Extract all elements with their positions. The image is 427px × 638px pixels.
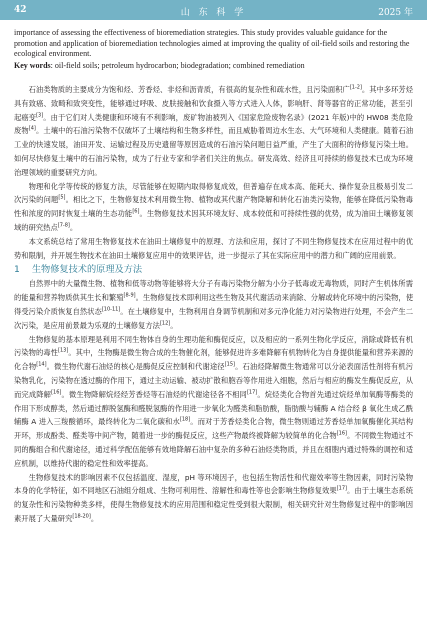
- text-span: 。其中，生物酶是微生物合成的生物催化剂，能够促进许多难降解有机物转化为自身提供能量和营养来源的化合物: [14, 348, 414, 372]
- text-span: 。其中多环芳烃具有致癌、致畸和致突变性，能够通过呼吸、皮肤接触和饮食摄入等方式进入人体，影响肝、肾等器官的正常功能，甚至引起癌变: [14, 85, 414, 122]
- citation[interactable]: [15]: [224, 361, 235, 368]
- intro-paragraph-1: [14, 83, 413, 180]
- text-span: 。: [90, 513, 99, 523]
- citation[interactable]: [7-8]: [57, 222, 70, 229]
- text-span: 生物修复技术的影响因素不仅包括温度、湿度，pH 等环境因子，也包括生物活性和代谢效率等生物因素，同时污染物本身的化学特征，如不同地区石油组分组成、生物可利用性、溶解性和毒性等也会影响生物修复效果: [14, 472, 413, 496]
- text-span: 。石油烃降解微生物通常可以分泌表面活性剂将有机污染物乳化，污染物在透过酶的作用下，通过主动运输、被动扩散和胞吞等作用进入细胞，然后与相应的酶发生酶促反应，从而完成降解: [14, 362, 414, 399]
- journal-title: 山 东 科 学: [180, 8, 247, 18]
- text-span: 。微生物代谢石油烃的核心是酶促反应控制和代谢途径: [46, 362, 225, 372]
- citation[interactable]: [18-20]: [72, 513, 91, 520]
- text-span: 。由于它们对人类健康和环境有不利影响，废矿物油被列入《国家危险废物名录》(2021 年版)中的 HW08 类危险废物: [14, 112, 413, 136]
- section1-paragraph-2: [14, 333, 413, 471]
- section1-paragraph-1: [14, 277, 413, 332]
- publication-year: 2025 年: [378, 8, 413, 18]
- abstract-text: importance of assessing the effectiveness of bioremediation strategies. This study provides valuable guidance for the promotion and application of bioremediation technologies aimed at improving the quality of oil-field soils and restoring the ecological environment.: [14, 28, 410, 59]
- section-number: 1: [14, 264, 20, 276]
- text-span: 。由于土壤生态系统的复杂性和污染物种类多样，使得生物修复技术的应用范围和稳定性受到很大限制，相关研究针对生物修复过程中的影响因素开展了大量研究: [14, 486, 414, 523]
- citation[interactable]: [13]: [58, 347, 69, 354]
- section1-paragraph-3: [14, 471, 413, 526]
- keywords-label: Key words: [14, 60, 51, 70]
- text-span: 。而对于芳香烃类化合物，微生物则通过芳香烃单加氧酶催化其结构开环，形成酚类、醛类等中间产物，随着进一步的酶促反应，这些产物最终被降解为较简单的化合物: [14, 417, 413, 441]
- citation[interactable]: [17]: [246, 389, 258, 396]
- citation[interactable]: [14]: [36, 361, 47, 368]
- intro-paragraph-2: [14, 180, 413, 235]
- citation[interactable]: [1-2]: [349, 84, 362, 91]
- citation[interactable]: [8-9]: [123, 292, 136, 299]
- citation[interactable]: [17]: [336, 485, 347, 492]
- keywords-text: : oil-field soils; petroleum hydrocarbon; biodegradation; combined remediation: [50, 60, 305, 70]
- text-span: 。土壤中的石油污染物不仅破坏了土壤结构和生物多样性，而且威胁着周边水生态、大气环境和人类健康。随着石油工业的快速发展，油田开发、运输过程及历史遗留等原因造成的石油污染问题日益严重，产生了大面积的待修复污染土地。如何尽快修复土壤中的石油污染物，成为了行业专家和学者们关注的焦点。研发高效、经济且可持续的修复技术已成为环境治理领域的重要研究方向。: [14, 126, 414, 177]
- text-span: 。不同微生物通过不同的酶组合和代谢途径，通过科学配伍能够有效地降解石油中复杂的多种石油烃类物质，并且在细胞内通过特殊的调控和适应机制，以维持代谢的稳定性和效率提高。: [14, 431, 414, 468]
- text-span: 。相比之下，生物修复技术利用微生物、植物或其代谢产物降解和转化石油类污染物，能够在降低污染物毒性和浓度的同时恢复土壤的生态功能: [14, 195, 414, 219]
- text-span: 自然界中的大量微生物、植物和低等动物等能够将大分子有毒污染物分解为小分子低毒或无毒物质，同时产生机体所需的能量和营养物质供其生长和繁殖: [14, 279, 413, 303]
- citation[interactable]: [12]: [159, 320, 171, 327]
- article-body: [14, 83, 413, 526]
- english-abstract: [14, 28, 413, 71]
- keywords-line: [14, 61, 413, 72]
- text-span: 物理和化学等传统的修复方法，尽管能够在短期内取得修复成效，但普遍存在成本高、能耗大、操作复杂且极易引发二次污染的问题: [14, 181, 413, 205]
- text-span: 。在土壤修复中，生物利用自身调节机制和对多元净化能力对污染物进行处理，不会产生二次污染，是应用前景最为乐观的土壤修复方法: [14, 306, 414, 330]
- text-span: 。生物修复技术因其环境友好、成本较低和可持续性强的优势，成为油田土壤修复领域的研究热点: [14, 209, 413, 232]
- text-span: 。: [170, 320, 178, 330]
- citation[interactable]: [3]: [36, 112, 44, 119]
- citation[interactable]: [4]: [28, 125, 36, 132]
- citation[interactable]: [10-11]: [101, 306, 121, 313]
- citation[interactable]: [16]: [336, 430, 347, 437]
- text-span: 。烷烃类化合物首先通过烷烃单加氧酶等酶类的作用下形成醇类，然后通过醇脱氢酶和醛脱氢酶的作用进一步氧化为醛类和脂肪酸，脂肪酸与辅酶 A 结合经 β 氧化生成乙酰辅酶 A 进入三羧酸循环，最终转化为二氧化碳和水: [14, 389, 414, 427]
- text-span: 。生物修复技术即利用这些生物及其代谢活动来消除、分解或转化环境中的污染物，使得受污染介质恢复自然状态: [14, 293, 414, 316]
- citation[interactable]: [18]: [179, 416, 191, 423]
- page-header: [0, 0, 427, 20]
- citation[interactable]: [16]: [51, 389, 62, 396]
- text-span: 。: [69, 222, 78, 232]
- intro-paragraph-3: 本文系统总结了常用生物修复技术在油田土壤修复中的原理、方法和应用，探讨了不同生物修复技术在应用过程中的优势和限制，并开展生物技术在油田土壤修复应用中的效果评估，进一步提示了其在实际应用中的潜力和广阔的应用前景。: [14, 236, 413, 260]
- text-span: 。微生物降解烷烃经芳香烃等石油烃的代谢途径各不相同: [61, 389, 247, 399]
- citation[interactable]: [6]: [132, 208, 140, 215]
- page-number: 42: [14, 5, 27, 15]
- section-title: 生物修复技术的原理及方法: [31, 264, 143, 276]
- text-span: 生物修复的基本原理是利用不同生物体自身的生理功能和酶促反应，以及相应的一系列生物化学反应，消除或降低有机污染物的毒性: [14, 334, 413, 358]
- section-heading: [14, 262, 413, 277]
- text-span: 石油类物质的主要成分为饱和烃、芳香烃、非烃和沥青质，有很高的复杂性和疏水性，且污染面积广: [28, 85, 350, 94]
- citation[interactable]: [5]: [58, 194, 66, 201]
